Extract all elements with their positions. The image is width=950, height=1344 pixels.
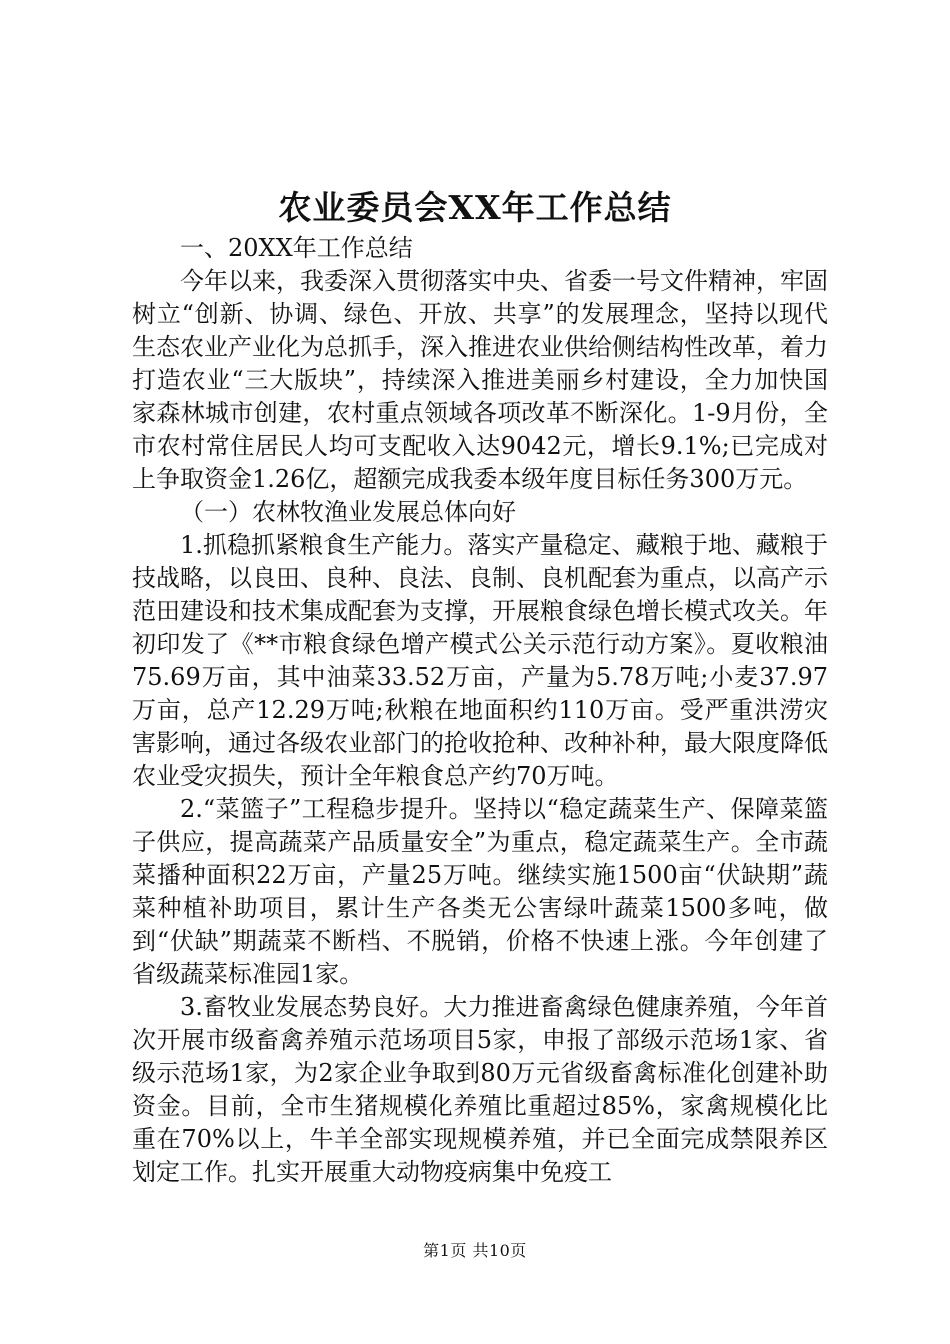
subsection-heading: （一）农林牧渔业发展总体向好 — [180, 498, 516, 526]
page-number-footer: 第1页 共10页 — [423, 1241, 527, 1260]
section-heading: 一、20XX年工作总结 — [180, 234, 413, 262]
paragraph: 3.畜牧业发展态势良好。大力推进畜禽绿色健康养殖，今年首次开展市级畜禽养殖示范场项目5家，申报了部级示范场1家、省级示范场1家，为2家企业争取到80万元省级畜禽标准化创建补助资金。目前，全市生猪规模化养殖比重超过85%，家禽规模化比重在70%以上，牛羊全部实现规模养殖，并已全面完成禁限养区划定工作。扎实开展重大动物疫病集中免疫工 — [132, 993, 828, 1186]
paragraph: 1.抓稳抓紧粮食生产能力。落实产量稳定、藏粮于地、藏粮于技战略，以良田、良种、良法、良制、良机配套为重点，以高产示范田建设和技术集成配套为支撑，开展粮食绿色增长模式攻关。年初印发了《**市粮食绿色增产模式公关示范行动方案》。夏收粮油75.69万亩，其中油菜33.52万亩，产量为5.78万吨;小麦37.97万亩，总产12.29万吨;秋粮在地面积约110万亩。受严重洪涝灾害影响，通过各级农业部门的抢收抢种、改种补种，最大限度降低农业受灾损失，预计全年粮食总产约70万吨。 — [132, 531, 828, 790]
document-title: 农业委员会XX年工作总结 — [278, 188, 672, 227]
document-body — [132, 232, 828, 1189]
paragraph: 今年以来，我委深入贯彻落实中央、省委一号文件精神，牢固树立“创新、协调、绿色、开放、共享”的发展理念，坚持以现代生态农业产业化为总抓手，深入推进农业供给侧结构性改革，着力打造农业“三大版块”，持续深入推进美丽乡村建设，全力加快国家森林城市创建，农村重点领域各项改革不断深化。1-9月份，全市农村常住居民人均可支配收入达9042元，增长9.1%;已完成对上争取资金1.26亿，超额完成我委本级年度目标任务300万元。 — [132, 267, 828, 493]
paragraph: 2.“菜篮子”工程稳步提升。坚持以“稳定蔬菜生产、保障菜篮子供应，提高蔬菜产品质量安全”为重点，稳定蔬菜生产。全市蔬菜播种面积22万亩，产量25万吨。继续实施1500亩“伏缺期”蔬菜种植补助项目，累计生产各类无公害绿叶蔬菜1500多吨，做到“伏缺”期蔬菜不断档、不脱销，价格不快速上涨。今年创建了省级蔬菜标准园1家。 — [132, 795, 828, 988]
